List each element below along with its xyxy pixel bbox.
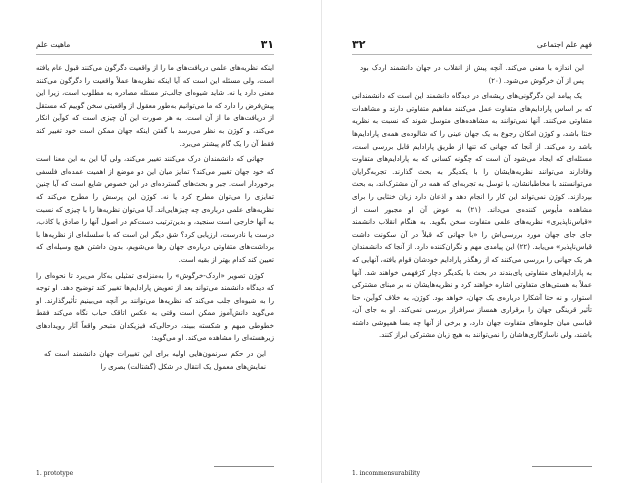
left-page-header (36, 38, 274, 52)
right-page-body (352, 62, 592, 342)
left-footnote: 1. prototype (36, 470, 74, 477)
left-paragraph-1: اینکه نظریه‌های علمی دریافت‌های ما را از واقعیت دگرگون می‌کنند قبول عام یافته است، ولی مسئله این است که آیا اینکه نظریه‌ها عملاً واقعیت را دگرگون می‌کنند معنی دارد یا نه. شاید شیوه‌ای جالب‌تر مسئله مصادره به مطلوب است، زیرا این پیش‌فرض را دارد که ما می‌توانیم به‌طور معقول از واقعیتی سخن گوییم که مستقل از دریافت‌های ما از آن است. به هر صورت این آن چیزی است که کوآین انکار می‌کند، و کوژن به نظر می‌رسد با گفتن اینکه جهان ممکن است خود تغییر کند فقط آن را یک گام پیشتر می‌برد. (36, 64, 274, 148)
right-page (322, 0, 643, 483)
right-header-rule (352, 54, 592, 55)
right-running-title: فهم علم اجتماعی (536, 40, 592, 49)
left-header-rule (36, 54, 274, 55)
right-page-header (352, 38, 592, 52)
left-running-title: ماهیت علم (36, 40, 71, 49)
right-page-number: ۳۲ (352, 38, 366, 51)
left-paragraph-3: کوژن تصویر «اردک-خرگوش» را به‌منزله‌ی تمثیلی به‌کار می‌برد تا نحوه‌ای را که دیدگاه دانشمند می‌تواند بعد از تعویض پارادایم‌ها تغییر کند توضیح دهد. او توجه را به شیوه‌ای جلب می‌کند که نظریه‌ها می‌توانند بر آنچه می‌بینیم تأثیرگذارند. او می‌گوید دانش‌آموز ممکن است وقتی به عکس اتاقک حباب نگاه می‌کند فقط خطوطی مبهم و شکسته ببیند، درحالی‌که فیزیکدان متبحر واقعاً آثار رویدادهای زیرهسته‌ای را مشاهده می‌کند. او می‌گوید: (36, 271, 274, 343)
right-paragraph-1: یک پیامد این دگرگونی‌های ریشه‌ای در دیدگاه دانشمند این است که دانشمندانی که بر اساس پارادایم‌های متفاوت عمل می‌کنند مفاهیم متفاوتی دارند و مشاهدات متفاوتی می‌کنند. آنها نمی‌توانند به مشاهده‌های متوسل شوند که نسبت به نظریه خنثا باشد، و کوژن امکان رجوع به یک جهان عینی را که شالوده‌ی همه‌ی پارادایم‌ها باشد رد می‌کند. از آنجا که جهانی که تنها از طریق پارادایم قابل بررسی است، مسئله‌ای که ایجاد می‌شود آن است که چگونه کسانی که به پارادایم‌های متفاوت وفادارند می‌توانند نظریه‌هایشان را با یکدیگر به بحث گذارند. تجربه‌گرایان می‌توانستند با مخاطبانشان، با توسل به تجربه‌ای که همه در آن مشترک‌اند، به بحث بپردازند. کوژن نمی‌تواند این کار را انجام دهد و اذعان دارد زبان خنثایی را برای مشاهده مأیوس کننده‌ی می‌داند. (۲۱) به عوض آن او مجبور است از «قیاس‌ناپذیری» نظریه‌های علمی متفاوت سخن بگوید. به هنگام انقلاب دانشمند جای جای جهان مورد بررسی‌اش را «با جهانی که قبلاً در آن سکونت داشت قیاس‌ناپذیر» می‌یابد. (۲۲) این پیامدی مهم و نگران‌کننده دارد. از آنجا که دانشمندان هر یک جهانی را بررسی می‌کنند که از رهگذر پارادایم خودشان قوام یافته، آنهایی که به پارادایم‌های متفاوتی پای‌بندند در بحث با یکدیگر دچار کژفهمی خواهند شد. آنها عملاً به هستی‌های متفاوتی اشاره خواهند کرد و نظریه‌هایشان نه بر مبنای مشترکی استوار، و نه حتا آشکارا درباره‌ی یک جهان، خواهد بود. کوژن، به خلاف کوآین، حتا تأثیر قرینگی جهان را برقراری همساز سرافراز بررسی نمی‌کند. او به جای آن، قیاسی میان جلوه‌های متفاوت جهان دارد، و برخی از آنها چه بسا همپوشی داشته باشند، ولی ناسازگاری‌هاشان را نمی‌توانند به هیچ زبان مشترکی ابراز کنند. (351, 92, 593, 340)
right-footnote-rule (532, 466, 592, 467)
left-paragraph-2: جهانی که دانشمندان درک می‌کنند تغییر می‌کند، ولی آیا این به این معنا است که خود جهان تغییر می‌کند؟ تمایز میان این دو موضع از اهمیت عمده‌ای فلسفی برخوردار است. جبر و بحث‌های گسترده‌ای در این خصوص شایع است که آیا چنین تمایزی را می‌توان مطرح کرد یا نه. کوژن این پرسش را مطرح می‌کند که نظریه‌های علمی درباره‌ی چه چیزهایی‌اند. آیا می‌توان نظریه‌ها را با چیزی که نسبت به آنها خارجی است سنجید، و بدین‌ترتیب دست‌کم در اصول آنها را صادق یا کاذب، درست یا نادرست، ارزیابی کرد؟ شق دیگر این است که با سلسله‌ای از نظریه‌ها با برداشت‌های متفاوتی درباره‌ی جهان رها می‌شویم، بدون داشتن هیچ وسیله‌ای که تعیین کند کدام بهتر از بقیه است. (36, 155, 274, 264)
left-page-number: ۳۱ (260, 38, 274, 51)
left-footnote-rule (214, 466, 274, 467)
right-quote-continuation: این اندازه با معنی می‌کند. آنچه پیش از انقلاب در جهان دانشمند اردک بود پس از آن خرگوش می‌شود. (۲۰) (360, 64, 584, 85)
left-block-quote: این در حکم سرنمون‌هایی اولیه برای این تغییرات جهان دانشمند است که نمایش‌های معمول یک انتقال در شکل (گشتالت) بصری را (44, 350, 266, 371)
left-page-body (36, 62, 274, 373)
right-footnote: 1. incommensurability (352, 470, 420, 477)
